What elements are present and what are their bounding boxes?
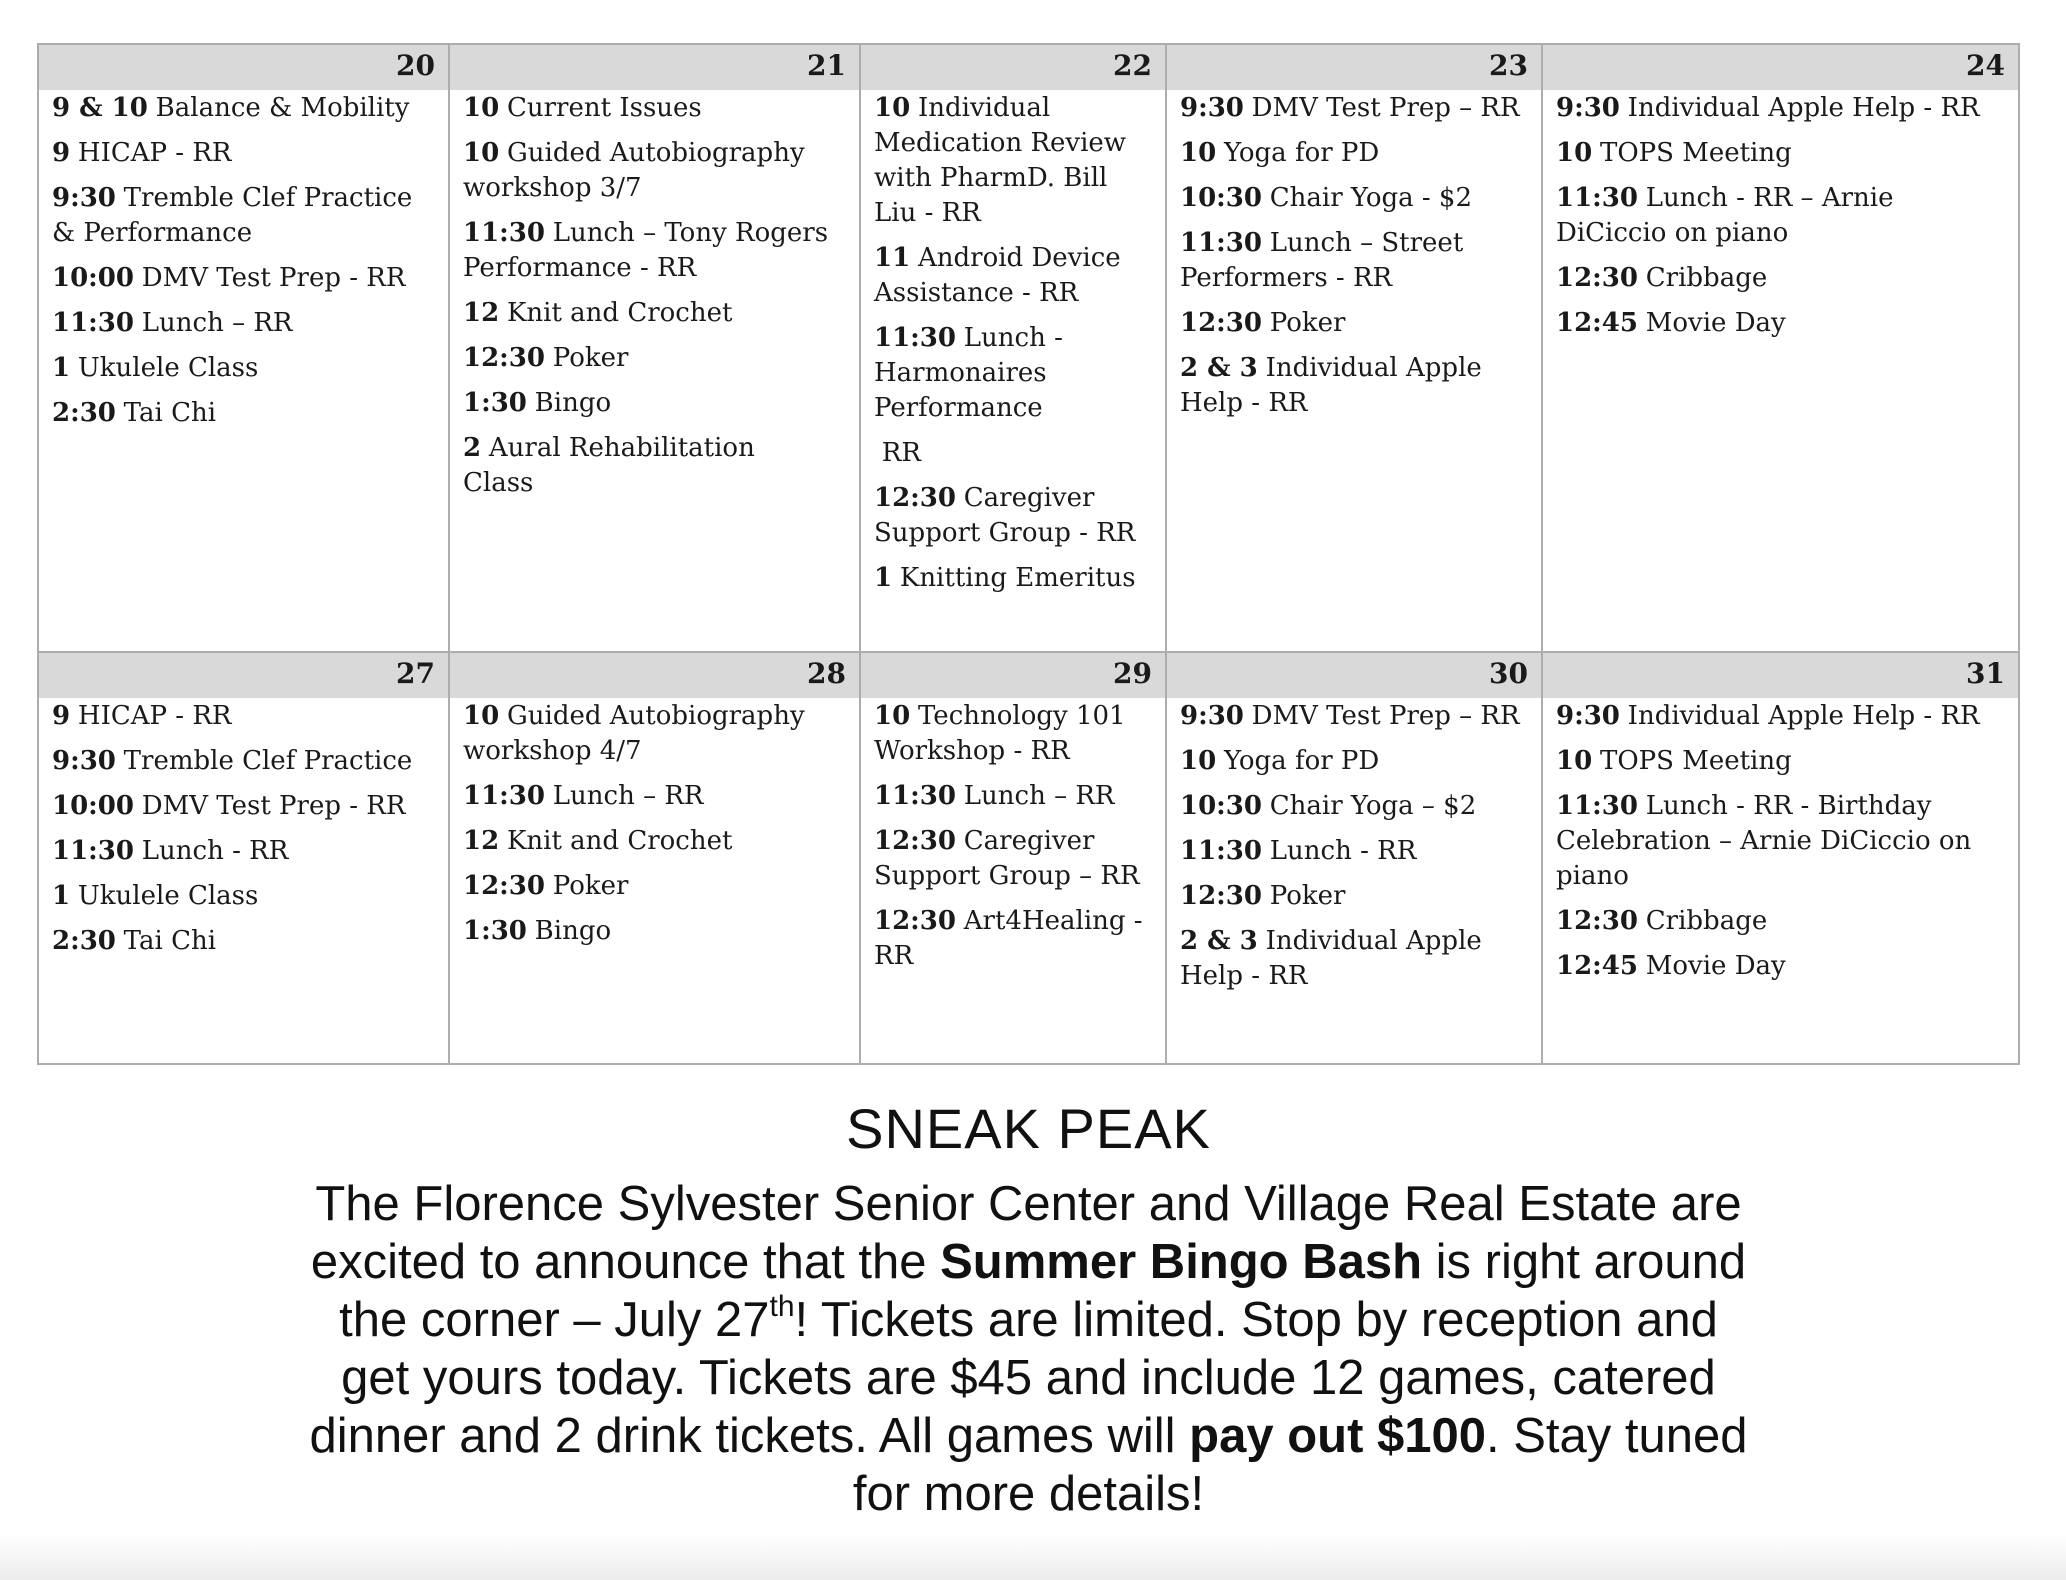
event-title: Lunch - RR - Birthday Celebration – Arnie DiCiccio on piano (1556, 791, 1972, 891)
event-title: Individual Apple Help - RR (1627, 701, 1980, 731)
sneak-peek-title: SNEAK PEAK (846, 1097, 1211, 1160)
event-item (1556, 699, 2012, 734)
event-title: Poker (1269, 308, 1346, 338)
event-time: 11:30 (874, 323, 956, 353)
event-time: 10:30 (1180, 183, 1262, 213)
event-time: 2 (463, 433, 482, 463)
event-time: 11:30 (1180, 836, 1262, 866)
event-time: 10:00 (52, 791, 134, 821)
event-title: DMV Test Prep - RR (141, 791, 406, 821)
event-item (874, 321, 1159, 426)
event-time: 9 (52, 701, 71, 731)
paragraph-line (37, 1233, 2020, 1291)
event-title: Bingo (534, 916, 612, 946)
event-time: 2 & 3 (1180, 353, 1258, 383)
event-title: Yoga for PD (1223, 138, 1380, 168)
paragraph-emphasis: Summer Bingo Bash (940, 1235, 1423, 1289)
event-item (1180, 789, 1535, 824)
page-bottom-shade (0, 1532, 2066, 1580)
event-item (1556, 949, 2012, 984)
paragraph-text: dinner and 2 drink tickets. All games will (309, 1409, 1190, 1463)
event-time: 9:30 (1180, 93, 1244, 123)
event-title: Aural Rehabilitation Class (463, 433, 755, 498)
paragraph-text: the corner – July 27 (339, 1293, 770, 1347)
event-title: Tremble Clef Practice (123, 746, 413, 776)
event-title: Tai Chi (123, 926, 217, 956)
event-item (1180, 744, 1535, 779)
event-item (1180, 226, 1535, 296)
event-title: Android Device Assistance - RR (874, 243, 1121, 308)
event-title: Lunch - Harmonaires Performance (874, 323, 1063, 423)
event-title: Poker (552, 871, 629, 901)
event-time: 12:30 (1556, 906, 1638, 936)
event-time: 1 (874, 563, 893, 593)
event-title: Lunch – RR (963, 781, 1115, 811)
paragraph-text: ! Tickets are limited. Stop by reception and (794, 1293, 1718, 1347)
event-time: 9:30 (1556, 93, 1620, 123)
event-item (1556, 181, 2012, 251)
event-item (52, 879, 442, 914)
event-title: HICAP - RR (77, 701, 232, 731)
event-time: 10 (1180, 746, 1217, 776)
event-time: 2:30 (52, 926, 116, 956)
event-time: 11:30 (52, 308, 134, 338)
event-time: 11:30 (52, 836, 134, 866)
event-time: 10:30 (1180, 791, 1262, 821)
event-item (874, 824, 1159, 894)
event-item (463, 91, 853, 126)
event-title: Knit and Crochet (506, 826, 733, 856)
day-header: 22 (861, 45, 1167, 90)
day-cell (39, 90, 450, 653)
event-title: Tremble Clef Practice & Performance (52, 183, 413, 248)
event-item (1180, 136, 1535, 171)
day-header: 27 (39, 653, 450, 698)
event-title: Caregiver Support Group – RR (874, 826, 1140, 891)
event-time: 12:30 (463, 343, 545, 373)
event-item (52, 91, 442, 126)
paragraph-line (37, 1175, 2020, 1233)
day-header: 30 (1167, 653, 1543, 698)
day-header: 20 (39, 45, 450, 90)
event-item (1180, 699, 1535, 734)
paragraph-text: excited to announce that the (310, 1235, 941, 1289)
event-item (1556, 306, 2012, 341)
event-item (1180, 879, 1535, 914)
event-time: 11:30 (1180, 228, 1262, 258)
day-header: 23 (1167, 45, 1543, 90)
event-time: 1:30 (463, 916, 527, 946)
event-title: Ukulele Class (77, 353, 259, 383)
event-item (463, 699, 853, 769)
day-header: 21 (450, 45, 861, 90)
event-time: 12:45 (1556, 308, 1638, 338)
event-time: 11:30 (463, 218, 545, 248)
event-time: 1 (52, 353, 71, 383)
event-time: 9:30 (1180, 701, 1244, 731)
event-title: Lunch – RR (552, 781, 704, 811)
event-item (52, 789, 442, 824)
event-time: 2:30 (52, 398, 116, 428)
event-item (1556, 261, 2012, 296)
event-item (1556, 91, 2012, 126)
event-title: DMV Test Prep – RR (1251, 701, 1520, 731)
day-cell (861, 698, 1167, 1063)
event-time: 12:30 (874, 906, 956, 936)
event-item (52, 351, 442, 386)
event-time: 12:30 (463, 871, 545, 901)
event-item (874, 241, 1159, 311)
event-time: 10 (1556, 138, 1593, 168)
day-header: 28 (450, 653, 861, 698)
day-cell (450, 698, 861, 1063)
event-title: Bingo (534, 388, 612, 418)
event-item (874, 699, 1159, 769)
event-time: 10 (463, 701, 500, 731)
event-item (1180, 181, 1535, 216)
event-time: 11:30 (874, 781, 956, 811)
paragraph-text: get yours today. Tickets are $45 and include 12 games, catered (341, 1351, 1716, 1405)
event-item (1180, 351, 1535, 421)
event-time: 11:30 (1556, 791, 1638, 821)
day-header: 29 (861, 653, 1167, 698)
event-time: 2 & 3 (1180, 926, 1258, 956)
event-title: Individual Apple Help - RR (1180, 926, 1482, 991)
day-header: 31 (1543, 653, 2018, 698)
paragraph-emphasis: pay out $100 (1189, 1409, 1487, 1463)
event-title: Caregiver Support Group - RR (874, 483, 1136, 548)
event-time: 10 (463, 93, 500, 123)
event-item (874, 779, 1159, 814)
event-title: Individual Apple Help - RR (1627, 93, 1980, 123)
event-title: Lunch – Street Performers - RR (1180, 228, 1464, 293)
event-time: 9 (52, 138, 71, 168)
event-item (1556, 136, 2012, 171)
event-item (1556, 789, 2012, 894)
event-item (463, 914, 853, 949)
event-item (1180, 924, 1535, 994)
event-title: Lunch – Tony Rogers Performance - RR (463, 218, 829, 283)
paragraph-line (37, 1291, 2020, 1349)
event-item (1556, 744, 2012, 779)
event-item (463, 296, 853, 331)
day-cell (1167, 90, 1543, 653)
calendar-grid (37, 43, 2020, 1065)
event-time: 10 (463, 138, 500, 168)
event-time: 10 (874, 701, 911, 731)
event-title: Individual Apple Help - RR (1180, 353, 1482, 418)
event-item (874, 561, 1159, 596)
event-title: TOPS Meeting (1599, 746, 1792, 776)
paragraph-line (37, 1407, 2020, 1465)
event-time: 1 (52, 881, 71, 911)
event-title: Knitting Emeritus (899, 563, 1136, 593)
event-title: Individual Medication Review with PharmD. Bill Liu - RR (874, 93, 1127, 228)
day-cell (450, 90, 861, 653)
event-time: 12:30 (874, 826, 956, 856)
event-item (874, 91, 1159, 231)
event-item (1180, 834, 1535, 869)
event-title: DMV Test Prep – RR (1251, 93, 1520, 123)
paragraph-line (37, 1349, 2020, 1407)
event-title: Movie Day (1645, 308, 1786, 338)
event-time: 11:30 (1556, 183, 1638, 213)
event-time: 9 & 10 (52, 93, 148, 123)
event-time: 1:30 (463, 388, 527, 418)
day-cell (1543, 698, 2018, 1063)
event-title: DMV Test Prep - RR (141, 263, 406, 293)
event-title: Current Issues (506, 93, 702, 123)
event-time: 12:45 (1556, 951, 1638, 981)
event-time: 12:30 (874, 483, 956, 513)
event-item (874, 436, 1159, 471)
paragraph-text: . Stay tuned (1486, 1409, 1748, 1463)
event-title: RR (881, 438, 921, 468)
event-time: 12:30 (1556, 263, 1638, 293)
day-cell (1543, 90, 2018, 653)
event-time: 12:30 (1180, 308, 1262, 338)
paragraph-text: is right around (1422, 1235, 1747, 1289)
event-title: Tai Chi (123, 398, 217, 428)
event-item (463, 341, 853, 376)
day-header: 24 (1543, 45, 2018, 90)
event-time: 10 (874, 93, 911, 123)
paragraph-text: The Florence Sylvester Senior Center and Village Real Estate are (315, 1177, 1742, 1231)
event-title: TOPS Meeting (1599, 138, 1792, 168)
event-item (52, 699, 442, 734)
event-item (52, 136, 442, 171)
paragraph-superscript: th (769, 1290, 795, 1323)
event-title: Guided Autobiography workshop 4/7 (463, 701, 805, 766)
event-title: Poker (1269, 881, 1346, 911)
event-title: Cribbage (1645, 263, 1768, 293)
event-title: Yoga for PD (1223, 746, 1380, 776)
event-item (463, 431, 853, 501)
event-time: 9:30 (1556, 701, 1620, 731)
event-time: 9:30 (52, 746, 116, 776)
day-cell (39, 698, 450, 1063)
paragraph-line (37, 1465, 2020, 1523)
event-title: Guided Autobiography workshop 3/7 (463, 138, 805, 203)
event-title: Lunch – RR (141, 308, 293, 338)
event-item (874, 904, 1159, 974)
event-title: Lunch - RR (141, 836, 289, 866)
event-title: HICAP - RR (77, 138, 232, 168)
event-title: Poker (552, 343, 629, 373)
event-time: 12 (463, 826, 500, 856)
event-time: 10:00 (52, 263, 134, 293)
event-title: Chair Yoga - $2 (1269, 183, 1473, 213)
event-item (52, 396, 442, 431)
event-title: Cribbage (1645, 906, 1768, 936)
event-time: 9:30 (52, 183, 116, 213)
event-item (52, 261, 442, 296)
event-title: Art4Healing - RR (874, 906, 1143, 971)
event-item (463, 869, 853, 904)
event-time: 10 (1556, 746, 1593, 776)
event-item (463, 779, 853, 814)
event-title: Technology 101 Workshop - RR (874, 701, 1126, 766)
event-item (1556, 904, 2012, 939)
event-title: Knit and Crochet (506, 298, 733, 328)
event-time: 12:30 (1180, 881, 1262, 911)
event-item (463, 824, 853, 859)
event-item (1180, 306, 1535, 341)
paragraph-text: for more details! (852, 1467, 1205, 1521)
event-title: Movie Day (1645, 951, 1786, 981)
sneak-peek-section (37, 1095, 2020, 1523)
sneak-peek-paragraph (37, 1175, 2020, 1523)
event-item (1180, 91, 1535, 126)
event-title: Chair Yoga – $2 (1269, 791, 1477, 821)
event-item (52, 834, 442, 869)
event-title: Lunch - RR (1269, 836, 1417, 866)
event-item (874, 481, 1159, 551)
event-item (52, 744, 442, 779)
event-title: Balance & Mobility (155, 93, 410, 123)
event-title: Lunch - RR – Arnie DiCiccio on piano (1556, 183, 1894, 248)
day-cell (861, 90, 1167, 653)
event-item (463, 216, 853, 286)
event-time: 11 (874, 243, 911, 273)
event-time: 11:30 (463, 781, 545, 811)
event-item (463, 386, 853, 421)
event-time: 12 (463, 298, 500, 328)
event-item (52, 924, 442, 959)
day-cell (1167, 698, 1543, 1063)
event-title: Ukulele Class (77, 881, 259, 911)
event-item (52, 306, 442, 341)
event-item (52, 181, 442, 251)
event-item (463, 136, 853, 206)
event-time: 10 (1180, 138, 1217, 168)
